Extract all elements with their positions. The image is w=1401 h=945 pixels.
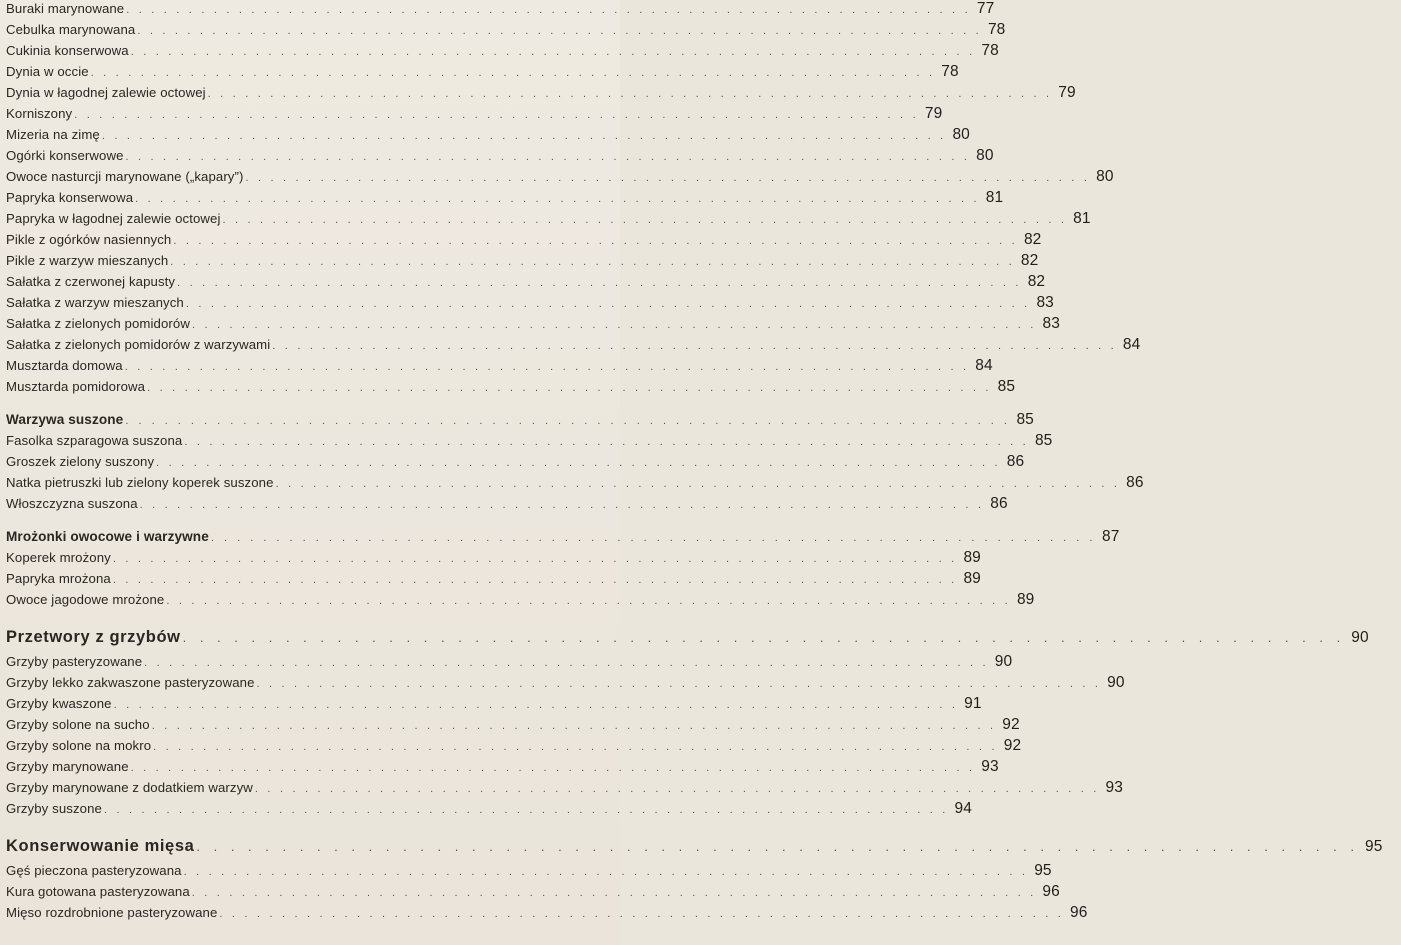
toc-entry (6, 147, 994, 168)
toc-section (6, 411, 1144, 516)
toc-entry (6, 862, 1052, 883)
toc-entry-title: Gęś pieczona pasteryzowana (6, 863, 182, 878)
toc-entry (6, 653, 1013, 674)
toc-entry-title: Groszek zielony suszony (6, 454, 155, 469)
dot-leader: . . . . . . . . . . . . . . . . . . . . . . . . . . . . . . . . . . . . . . . . . . . . . . . . . . . . . . . . . . . . . . . . . . . . (272, 340, 1117, 352)
toc-entry-page-number: 81 (985, 189, 1004, 206)
toc-entry-page-number: 79 (924, 105, 943, 122)
toc-entry-title: Papryka konserwowa (6, 190, 134, 205)
toc-entry (6, 0, 995, 21)
dot-leader: . . . . . . . . . . . . . . . . . . . . . . . . . . . . . . . . . . . . . . . . . . . . . . . . . . . . . . . . . . . . . . . . . . . . (74, 109, 919, 121)
dot-leader: . . . . . . . . . . . . . . . . . . . . . . . . . . . . . . . . . . . . . . . . . . . . . . . . . . . . . . . . . . . . . . . . . . . . (210, 532, 1096, 544)
toc-entry-page-number: 78 (981, 42, 999, 59)
toc-entry-page-number: 82 (1020, 252, 1039, 269)
toc-entry (6, 294, 1054, 315)
toc-entry-title: Włoszczyzna suszona (6, 496, 138, 511)
dot-leader: . . . . . . . . . . . . . . . . . . . . . . . . . . . . . . . . . . . . . . . . . . . . . . . . . . . . . . . . . . . . . . . . . . . . (256, 678, 1102, 690)
toc-entry (6, 883, 1060, 904)
toc-entry-title: Papryka mrożona (6, 571, 111, 586)
toc-entry-page-number: 93 (1105, 779, 1123, 796)
dot-leader: . . . . . . . . . . . . . . . . . . . . . . . . . . . . . . . . . . . . . . . . . . . . . . . . . . . . . . . . . . . . . . . . . . . . (125, 151, 971, 163)
dot-leader: . . . . . . . . . . . . . . . . . . . . . . . . . . . . . . . . . . . . . . . . . . . . . . . . . . . . . . . . . . . . . . . . . . . . (173, 235, 1018, 247)
dot-leader: . . . . . . . . . . . . . . . . . . . . . . . . . . . . . . . . . . . . . . . . . . . . . . . . . . . . . . . . . . . . . . . . . . . . (185, 298, 1031, 310)
toc-chapter-heading-page-number: 90 (1351, 629, 1369, 646)
toc-entry (6, 315, 1060, 336)
toc-entry-title: Grzyby suszone (6, 801, 102, 816)
toc-entry-title: Sałatka z czerwonej kapusty (6, 274, 176, 289)
toc-entry-title: Sałatka z zielonych pomidorów (6, 316, 190, 331)
section-gap (6, 612, 620, 628)
toc-entry (6, 904, 1088, 925)
toc-entry (6, 105, 943, 126)
dot-leader: . . . . . . . . . . . . . . . . . . . . . . . . . . . . . . . . . . . . . . . . . . . . . . . . . . . . . . . . . . . . . . . . . . . . (130, 46, 976, 58)
toc-entry-page-number: 81 (1073, 210, 1091, 227)
dot-leader: . . . . . . . . . . . . . . . . . . . . . . . . . . . . . . . . . . . . . . . . . . . . . . . . . . . . . . . . . . . . . . . . . . . . (112, 574, 958, 586)
toc-entry-title: Grzyby marynowane (6, 759, 129, 774)
toc-entry-page-number: 84 (975, 357, 993, 374)
toc-entry (6, 378, 1016, 399)
toc-entry (6, 63, 959, 84)
toc-entry (6, 758, 999, 779)
toc-chapter-heading (6, 837, 1383, 862)
toc-entry (6, 495, 1008, 516)
toc-entry-title: Pikle z warzyw mieszanych (6, 253, 169, 268)
toc-entry (6, 231, 1042, 252)
toc-entry (6, 695, 982, 716)
toc-entry-page-number: 82 (1027, 273, 1046, 290)
dot-leader: . . . . . . . . . . . . . . . . . . . . . . . . . . . . . . . . . . . . . . . . . . . . . . . . . . . . . . . . . . . . . . . . . . . . (135, 193, 980, 205)
dot-leader: . . . . . . . . . . . . . . . . . . . . . . . . . . . . . . . . . . . . . . . . . . . . . . . . . . . . . . . . . . . . . . . . . . . . (191, 887, 1037, 899)
dot-leader: . . . . . . . . . . . . . . . . . . . . . . . . . . . . . . . . . . . . . . . . . . . . . . . . . . . . . . . . . . . . . . . . . . . . (151, 720, 997, 732)
toc-entry-title: Mięso rozdrobnione pasteryzowane (6, 905, 218, 920)
dot-leader: . . . . . . . . . . . . . . . . . . . . . . . . . . . . . . . . . . . . . . . . . . . . . . . . . . . . . . . . . . . . . . . . . . . . (113, 699, 959, 711)
toc-entry-page-number: 89 (1016, 591, 1035, 608)
dot-leader: . . . . . . . . . . . . . . . . . . . . . . . . . . . . . . . . . . . . . . . . . . . . . . . . . . . . . . . . . . . . . . . . . . . . (144, 657, 989, 669)
dot-leader: . . . . . . . . . . . . . . . . . . . . . . . . . . . . . . . . . . . . . . . . . . . . . . . . . . . . . . . . . . . . . . . . . . . . (183, 866, 1029, 878)
dot-leader: . . . . . . . . . . . . . . . . . . . . . . . . . . . . . . . . . . . . . . . . . . . . . . . . . . . . . . . . . . . . . . . . . . . . (177, 277, 1022, 289)
toc-entry-page-number: 86 (1006, 453, 1025, 470)
dot-leader: . . . . . . . . . . . . . . . . . . . . . . . . . . . . . . . . . . . . . . . . . . . . . . . . . . . . . . . . . . . . . . . . . . . . (156, 457, 1001, 469)
toc-entry-title: Cukinia konserwowa (6, 43, 129, 58)
toc-section (6, 628, 1369, 821)
section-gap (6, 399, 620, 411)
toc-entry-title: Cebulka marynowana (6, 22, 136, 37)
toc-entry-title: Buraki marynowane (6, 1, 125, 16)
toc-entry-title: Pikle z ogórków nasiennych (6, 232, 172, 247)
toc-entry-page-number: 94 (954, 800, 972, 817)
toc-entry (6, 453, 1025, 474)
dot-leader: . . . . . . . . . . . . . . . . . . . . . . . . . . . . . . . . . . . . . . . . . . . . . . . . . . . . . . . . . . . . . . . . . . . . (125, 415, 1011, 427)
toc-entry-page-number: 82 (1023, 231, 1042, 248)
toc-entry (6, 800, 972, 821)
toc-entry-title: Sałatka z warzyw mieszanych (6, 295, 184, 310)
toc-chapter-heading-title: Przetwory z grzybów (6, 628, 181, 646)
toc-entry (6, 674, 1125, 695)
toc-entry-title: Grzyby marynowane z dodatkiem warzyw (6, 780, 253, 795)
toc-entry-page-number: 92 (1003, 737, 1022, 754)
toc-chapter-heading (6, 628, 1369, 653)
toc-section-heading-title: Mrożonki owocowe i warzywne (6, 529, 209, 544)
toc-entry-title: Ogórki konserwowe (6, 148, 124, 163)
toc-section-heading-page-number: 87 (1101, 528, 1120, 545)
toc-entry-title: Owoce jagodowe mrożone (6, 592, 165, 607)
toc-entry (6, 357, 993, 378)
dot-leader: . . . . . . . . . . . . . . . . . . . . . . . . . . . . . . . . . . . . . . . . . . . . . . . . . . . . . . . . . . . . . . . . . . . . (147, 382, 992, 394)
dot-leader: . . . . . . . . . . . . . . . . . . . . . . . . . . . . . . . . . . . . . . . . . . . . . . . . . . . . . . . . . . . . . . . . . . . . (207, 88, 1053, 100)
toc-entry (6, 591, 1035, 612)
toc-entry-page-number: 80 (976, 147, 994, 164)
toc-entry-page-number: 79 (1058, 84, 1076, 101)
toc-entry-page-number: 90 (994, 653, 1013, 670)
toc-entry (6, 189, 1004, 210)
toc-entry-title: Owoce nasturcji marynowane („kapary”) (6, 169, 244, 184)
section-gap (6, 516, 620, 528)
dot-leader: . . . . . . . . . . . . . . . . . . . . . . . . . . . . . . . . . . . . . . . . . . . . . . . . . . . . . . . . . . . . . . . . . . . . (124, 361, 970, 373)
dot-leader: . . . . . . . . . . . . . . . . . . . . . . . . . . . . . . . . . . . . . . . . . . . . . . . . . . . . . . . . . . . . . . . . . . . . (166, 595, 1011, 607)
toc-entry-page-number: 96 (1069, 904, 1088, 921)
toc-entry-page-number: 78 (941, 63, 959, 80)
toc-entry-title: Grzyby lekko zakwaszone pasteryzowane (6, 675, 255, 690)
toc-section-heading-page-number: 85 (1016, 411, 1034, 428)
dot-leader: . . . . . . . . . . . . . . . . . . . . . . . . . . . . . . . . . . . . . . . . . . . . . . . . . . . . . . . . . . . . . . . . . . . . (222, 214, 1068, 226)
dot-leader: . . . . . . . . . . . . . . . . . . . . . . . . . . . . . . . . . . . . . . . . . . . . . . . . . . . . . . . . . . . . . . . . . . . . (103, 804, 949, 816)
toc-entry-page-number: 77 (976, 0, 995, 17)
toc-entry (6, 716, 1020, 737)
toc-entry-page-number: 91 (964, 695, 982, 712)
toc-entry (6, 474, 1144, 495)
toc-section-heading (6, 411, 1034, 432)
toc-entry-title: Korniszony (6, 106, 73, 121)
toc-entry-page-number: 90 (1107, 674, 1125, 691)
toc-entry-page-number: 85 (997, 378, 1016, 395)
dot-leader: . . . . . . . . . . . . . . . . . . . . . . . . . . . . . . . . . . . . . . . . . . . . . . . . . . . . . . . . . . . . . . . . . . . . (254, 783, 1100, 795)
toc-entry (6, 336, 1141, 357)
toc-entry-page-number: 95 (1034, 862, 1052, 879)
toc-entry-page-number: 93 (981, 758, 999, 775)
dot-leader: . . . . . . . . . . . . . . . . . . . . . . . . . . . . . . . . . . . . . . . . . . . . . . . . . . . . . . . . . . . . . . . . . . . . (112, 553, 958, 565)
toc-entry-title: Mizeria na zimę (6, 127, 100, 142)
toc-entry (6, 21, 1006, 42)
toc-entry-page-number: 96 (1042, 883, 1060, 900)
toc-section (6, 837, 1383, 925)
toc-entry-page-number: 92 (1002, 716, 1020, 733)
toc-entry-title: Dynia w łagodnej zalewie octowej (6, 85, 206, 100)
dot-leader: . . . . . . . . . . . . . . . . . . . . . . . . . . . . . . . . . . . . . . . . . . . . . . . . . . . . . . . . . . . . . . . . . . . . (184, 436, 1029, 448)
toc-entry-title: Papryka w łagodnej zalewie octowej (6, 211, 221, 226)
toc-entry (6, 570, 981, 591)
dot-leader: . . . . . . . . . . . . . . . . . . . . . . . . . . . . . . . . . . . . . . . . . . . . . . . . . . . . . . . . . . . . . . . . . . . . (170, 256, 1015, 268)
dot-leader: . . . . . . . . . . . . . . . . . . . . . . . . . . . . . . . . . . . . . . . . . . . . . . . . . . . . . . . . . . . . . . . . . . . . (101, 130, 947, 142)
toc-entry-page-number: 86 (990, 495, 1008, 512)
toc-entry (6, 210, 1091, 231)
toc-entry-page-number: 80 (1096, 168, 1114, 185)
toc-section-heading (6, 528, 1120, 549)
dot-leader: . . . . . . . . . . . . . . . . . . . . . . . . . . . . . . . . . . . . . . . . . . . . . . . . . . . . . . . . . . . . . . . . . . . . (196, 839, 1359, 854)
toc-entry-page-number: 80 (952, 126, 970, 143)
dot-leader: . . . . . . . . . . . . . . . . . . . . . . . . . . . . . . . . . . . . . . . . . . . . . . . . . . . . . . . . . . . . . . . . . . . . (137, 25, 982, 37)
toc-entry-title: Musztarda pomidorowa (6, 379, 146, 394)
toc-chapter-heading-page-number: 95 (1365, 838, 1383, 855)
toc-entry (6, 42, 999, 63)
toc-entry-title: Grzyby pasteryzowane (6, 654, 143, 669)
dot-leader: . . . . . . . . . . . . . . . . . . . . . . . . . . . . . . . . . . . . . . . . . . . . . . . . . . . . . . . . . . . . . . . . . . . . (245, 172, 1091, 184)
toc-entry (6, 779, 1123, 800)
table-of-contents (6, 0, 1383, 925)
toc-entry-title: Kura gotowana pasteryzowana (6, 884, 190, 899)
toc-chapter-heading-title: Konserwowanie mięsa (6, 837, 195, 855)
toc-entry (6, 273, 1046, 294)
toc-entry (6, 126, 970, 147)
toc-entry-title: Grzyby solone na sucho (6, 717, 150, 732)
dot-leader: . . . . . . . . . . . . . . . . . . . . . . . . . . . . . . . . . . . . . . . . . . . . . . . . . . . . . . . . . . . . . . . . . . . . (182, 630, 1346, 645)
dot-leader: . . . . . . . . . . . . . . . . . . . . . . . . . . . . . . . . . . . . . . . . . . . . . . . . . . . . . . . . . . . . . . . . . . . . (153, 741, 998, 753)
toc-entry (6, 168, 1114, 189)
toc-entry-title: Grzyby solone na mokro (6, 738, 152, 753)
toc-entry-page-number: 86 (1126, 474, 1144, 491)
toc-entry-page-number: 78 (987, 21, 1006, 38)
toc-entry (6, 252, 1039, 273)
toc-section (6, 0, 1141, 399)
toc-entry-title: Grzyby kwaszone (6, 696, 112, 711)
dot-leader: . . . . . . . . . . . . . . . . . . . . . . . . . . . . . . . . . . . . . . . . . . . . . . . . . . . . . . . . . . . . . . . . . . . . (126, 4, 971, 16)
dot-leader: . . . . . . . . . . . . . . . . . . . . . . . . . . . . . . . . . . . . . . . . . . . . . . . . . . . . . . . . . . . . . . . . . . . . (139, 499, 985, 511)
toc-entry (6, 84, 1076, 105)
dot-leader: . . . . . . . . . . . . . . . . . . . . . . . . . . . . . . . . . . . . . . . . . . . . . . . . . . . . . . . . . . . . . . . . . . . . (275, 478, 1121, 490)
toc-entry-title: Musztarda domowa (6, 358, 123, 373)
dot-leader: . . . . . . . . . . . . . . . . . . . . . . . . . . . . . . . . . . . . . . . . . . . . . . . . . . . . . . . . . . . . . . . . . . . . (219, 908, 1064, 920)
dot-leader: . . . . . . . . . . . . . . . . . . . . . . . . . . . . . . . . . . . . . . . . . . . . . . . . . . . . . . . . . . . . . . . . . . . . (191, 319, 1037, 331)
section-gap (6, 821, 620, 837)
toc-section-heading-title: Warzywa suszone (6, 412, 124, 427)
toc-entry-page-number: 89 (963, 570, 981, 587)
toc-entry-title: Fasolka szparagowa suszona (6, 433, 183, 448)
toc-entry-page-number: 84 (1122, 336, 1141, 353)
toc-section (6, 528, 1120, 612)
toc-entry-title: Sałatka z zielonych pomidorów z warzywami (6, 337, 271, 352)
toc-entry-title: Dynia w occie (6, 64, 89, 79)
dot-leader: . . . . . . . . . . . . . . . . . . . . . . . . . . . . . . . . . . . . . . . . . . . . . . . . . . . . . . . . . . . . . . . . . . . . (90, 67, 936, 79)
toc-entry (6, 549, 981, 570)
toc-entry (6, 432, 1053, 453)
dot-leader: . . . . . . . . . . . . . . . . . . . . . . . . . . . . . . . . . . . . . . . . . . . . . . . . . . . . . . . . . . . . . . . . . . . . (130, 762, 976, 774)
toc-entry-page-number: 83 (1042, 315, 1060, 332)
toc-entry-title: Koperek mrożony (6, 550, 111, 565)
toc-entry-title: Natka pietruszki lub zielony koperek suszone (6, 475, 274, 490)
toc-entry-page-number: 89 (963, 549, 981, 566)
toc-entry-page-number: 85 (1034, 432, 1053, 449)
toc-entry (6, 737, 1022, 758)
toc-entry-page-number: 83 (1036, 294, 1054, 311)
